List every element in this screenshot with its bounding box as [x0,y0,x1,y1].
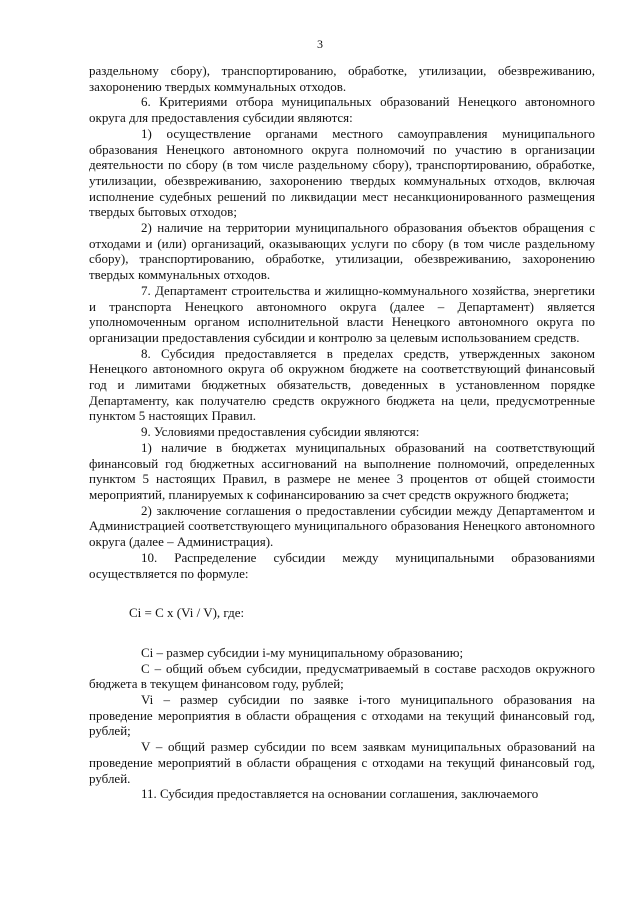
paragraph: 7. Департамент строительства и жилищно-коммунального хозяйства, энергетики и транспорта Ненецкого автономного округа (далее – Департамент) является уполномоченным органом исполнительной власти Ненецкого автономного округа по организации предоставления субсидии и контролю за целевым использованием средств. [89,282,595,345]
page-number: 3 [317,37,323,51]
document-body [89,63,595,802]
paragraph: 9. Условиями предоставления субсидии являются: [141,424,420,440]
paragraph: 2) заключение соглашения о предоставлении субсидии между Департаментом и Администрацией соответствующего муниципального образования Ненецкого автономного округа (далее – Администрация). [89,502,595,550]
formula-definition: Ci – размер субсидии i-му муниципальному образованию; [141,644,464,660]
formula: Ci = C x (Vi / V), где: [129,605,245,621]
paragraph: 10. Распределение субсидии между муниципальными образованиями осуществляется по формуле: [89,549,595,581]
formula-definition: C – общий объем субсидии, предусматриваемый в составе расходов окружного бюджета в текущем финансовом году, рублей; [89,660,595,692]
formula-definition: Vi – размер субсидии по заявке i-того муниципального образования на проведение мероприятия в области обращения с отходами на текущий финансовый год, рублей; [89,692,595,739]
paragraph: 1) осуществление органами местного самоуправления муниципального образования Ненецкого автономного округа полномочий по участию в организации деятельности по сбору (в том числе раздельному сбору), транспортированию, обработке, утилизации, обезвреживанию, захоронению твердых коммунальных отходов, включая исполнение судебных решений по ликвидации мест несанкционированного размещения твердых бытовых отходов; [89,125,595,220]
paragraph: 8. Субсидия предоставляется в пределах средств, утвержденных законом Ненецкого автономного округа об окружном бюджете на соответствующий финансовый год и лимитами бюджетных обязательств, доведенных в установленном порядке Департаменту, как получателю средств окружного бюджета на цели, предусмотренные пунктом 5 настоящих Правил. [89,345,595,424]
paragraph: 1) наличие в бюджетах муниципальных образований на соответствующий финансовый год бюджетных ассигнований на выполнение полномочий, определенных пунктом 5 настоящих Правил, в размере не менее 3 процентов от общей стоимости мероприятий, планируемых к софинансированию за счет средств окружного бюджета; [89,439,595,502]
paragraph: 11. Субсидия предоставляется на основании соглашения, заключаемого [141,786,539,802]
paragraph: 2) наличие на территории муниципального образования объектов обращения с отходами и (или) организаций, оказывающих услуги по сбору (в том числе раздельному сбору), транспортированию, обработке, утилизации, обезвреживанию, захоронению твердых коммунальных отходов. [89,220,595,283]
paragraph: 6. Критериями отбора муниципальных образований Ненецкого автономного округа для предоставления субсидии являются: [89,94,595,126]
paragraph: раздельному сбору), транспортированию, обработке, утилизации, обезвреживанию, захоронению твердых коммунальных отходов. [89,63,595,94]
formula-definition: V – общий размер субсидии по всем заявкам муниципальных образований на проведение мероприятий в области обращения с отходами на текущий финансовый год, рублей. [89,739,595,786]
